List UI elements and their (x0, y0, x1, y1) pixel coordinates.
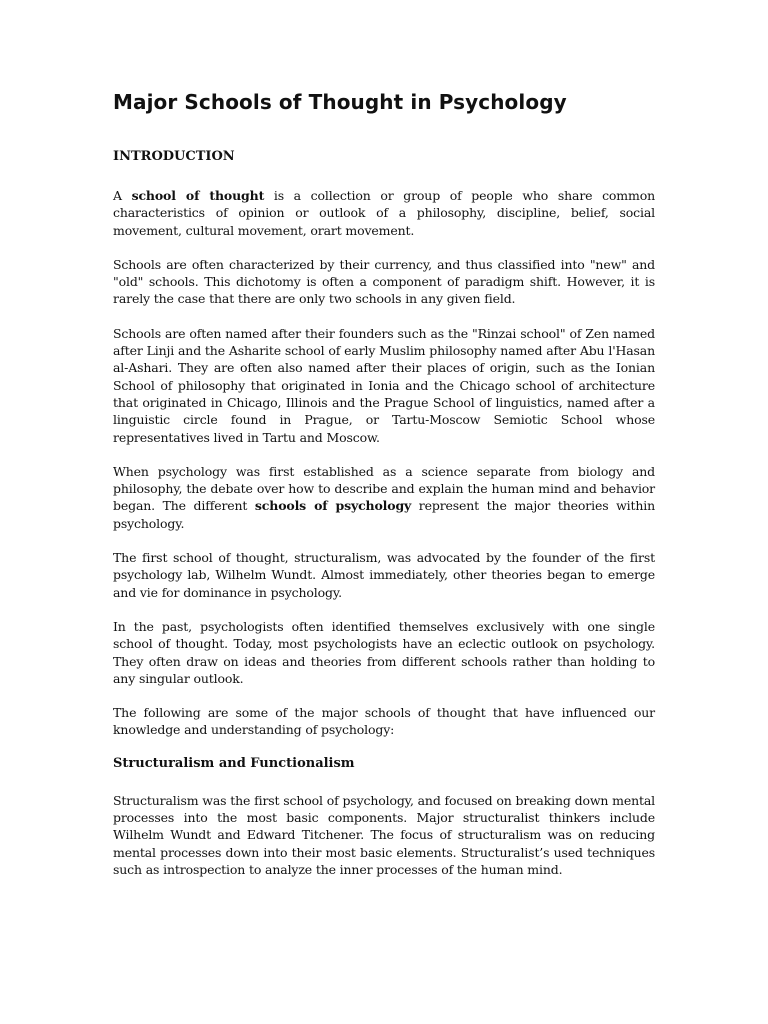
bold-term-schools-of-psychology: schools of psychology (254, 498, 412, 514)
paragraph-currency: Schools are often characterized by their currency, and thus classified into "new" and "old" schools. This dichotomy is often a component of paradigm shift. However, it is rarely the case that there are only two schools in any given field. (113, 256, 655, 307)
paragraph-rest: represent the major theories within psychology. (113, 498, 655, 531)
section-heading: Structuralism and Functionalism (113, 755, 355, 771)
bold-term-school-of-thought: school of thought (131, 188, 265, 203)
paragraph-eclectic: In the past, psychologists often identified themselves exclusively with one single school of thought. Today, most psychologists have an eclectic outlook on psychology. They often draw on ideas and theories from different schools rather than holding to any singular outlook. (113, 618, 655, 686)
document-title: Major Schools of Thought in Psychology (113, 90, 567, 114)
paragraph-naming: Schools are often named after their founders such as the "Rinzai school" of Zen named after Linji and the Asharite school of early Muslim philosophy named after Abu l'Hasan al-Ashari. They are often also named after their places of origin, such as the Ionian School of philosophy that originated in Ionia and the Chicago school of architecture that originated in Chicago, Illinois and the Prague School of linguistics, named after a linguistic circle found in Prague, or Tartu-Moscow Semiotic School whose representatives lived in Tartu and Moscow. (113, 325, 655, 445)
paragraph-major-schools: The following are some of the major schools of thought that have influenced our knowledge and understanding of psychology: (113, 705, 655, 738)
paragraph-lead: A (113, 188, 132, 203)
introduction-heading: INTRODUCTION (113, 149, 235, 164)
paragraph-structuralism: Structuralism was the first school of psychology, and focused on breaking down mental processes into the most basic components. Major structuralist thinkers include Wilhelm Wundt and Edward Titchener. The focus of structuralism was on reducing mental processes down into their most basic elements. Structuralist’s used techniques such as introspection to analyze the inner processes of the human mind. (113, 792, 655, 877)
paragraph-rest: is a collection or group of people who share common characteristics of opinion or outlook of a philosophy, discipline, belief, social movement, cultural movement, orart movement. (113, 188, 655, 238)
paragraph-lead: When psychology was first established as a science separate from biology and philosophy, the debate over how to describe and explain the human mind and behavior began. The different (113, 463, 655, 514)
paragraph-structuralism-origin: The first school of thought, structuralism, was advocated by the founder of the first psychology lab, Wilhelm Wundt. Almost immediately, other theories began to emerge and vie for dominance in psychology. (113, 550, 655, 600)
paragraph-history (113, 463, 655, 532)
paragraph-school-of-thought (113, 187, 655, 239)
